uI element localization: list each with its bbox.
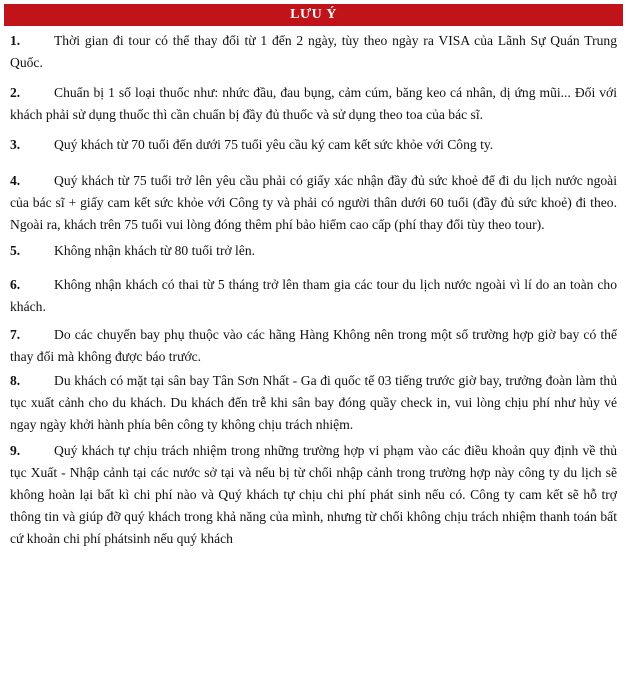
note-item-2 (10, 82, 617, 126)
note-text: Chuẩn bị 1 số loại thuốc như: nhức đầu, đau bụng, cảm cúm, băng keo cá nhân, dị ứng mũi... Đối với khách phải sử dụng thuốc thì cần chuẩn bị đầy đủ thuốc và sử dụng theo toa của bác sĩ. (10, 85, 617, 122)
note-number: 8. (10, 373, 21, 388)
notes-list (10, 30, 617, 550)
note-number: 4. (10, 173, 21, 188)
note-text: Quý khách từ 75 tuổi trở lên yêu cầu phải có giấy xác nhận đầy đủ sức khoẻ để đi du lịch nước ngoài của bác sĩ + giấy cam kết sức khỏe với Công ty và phải có người thân dưới 60 tuổi (đầy đủ sức khoẻ) đi theo. Ngoài ra, khách trên 75 tuổi vui lòng đóng thêm phí bảo hiểm cao cấp (phí thay đổi tùy theo tour). (10, 173, 617, 232)
note-item-8 (10, 370, 617, 436)
note-text: Thời gian đi tour có thể thay đổi từ 1 đến 2 ngày, tùy theo ngày ra VISA của Lãnh Sự Quán Trung Quốc. (10, 33, 617, 70)
note-item-3 (10, 134, 617, 156)
note-number: 9. (10, 443, 21, 458)
notes-header-title: LƯU Ý (290, 7, 337, 22)
note-item-9 (10, 440, 617, 550)
note-number: 2. (10, 85, 21, 100)
note-item-6 (10, 274, 617, 318)
notes-header (4, 4, 623, 26)
note-number: 1. (10, 33, 21, 48)
note-number: 6. (10, 277, 21, 292)
note-text: Quý khách từ 70 tuổi đến dưới 75 tuổi yêu cầu ký cam kết sức khỏe với Công ty. (54, 137, 494, 152)
note-item-1 (10, 30, 617, 74)
note-item-7 (10, 324, 617, 368)
note-number: 3. (10, 137, 21, 152)
note-text: Không nhận khách có thai từ 5 tháng trở lên tham gia các tour du lịch nước ngoài vì lí do an toàn cho khách. (10, 277, 617, 314)
note-text: Không nhận khách từ 80 tuổi trở lên. (54, 243, 256, 258)
note-text: Du khách có mặt tại sân bay Tân Sơn Nhất - Ga đi quốc tế 03 tiếng trước giờ bay, trưởng đoàn làm thủ tục xuất cảnh cho du khách. Du khách đến trễ khi sân bay đóng quầy check in, vui lòng chịu phí như hủy vé ngay ngày khởi hành phía bên công ty không chịu trách nhiệm. (10, 373, 617, 432)
note-item-4 (10, 170, 617, 236)
note-number: 7. (10, 327, 21, 342)
note-text: Quý khách tự chịu trách nhiệm trong những trường hợp vi phạm vào các điều khoản quy định về thủ tục Xuất - Nhập cảnh tại các nước sở tại và nếu bị từ chối nhập cảnh trong trường hợp này công ty du lịch sẽ không hoàn lại bất kì chi phí nào và Quý khách tự chịu chi phí phát sinh nếu có. Công ty cam kết sẽ hỗ trợ thông tin và giúp đỡ quý khách trong khả năng của mình, nhưng từ chối không chịu trách nhiệm thanh toán bất cứ khoản chi phí phátsinh nếu quý khách (10, 443, 617, 546)
note-item-5 (10, 240, 617, 262)
note-text: Do các chuyến bay phụ thuộc vào các hãng Hàng Không nên trong một số trường hợp giờ bay có thể thay đổi mà không được báo trước. (10, 327, 617, 364)
note-number: 5. (10, 243, 21, 258)
